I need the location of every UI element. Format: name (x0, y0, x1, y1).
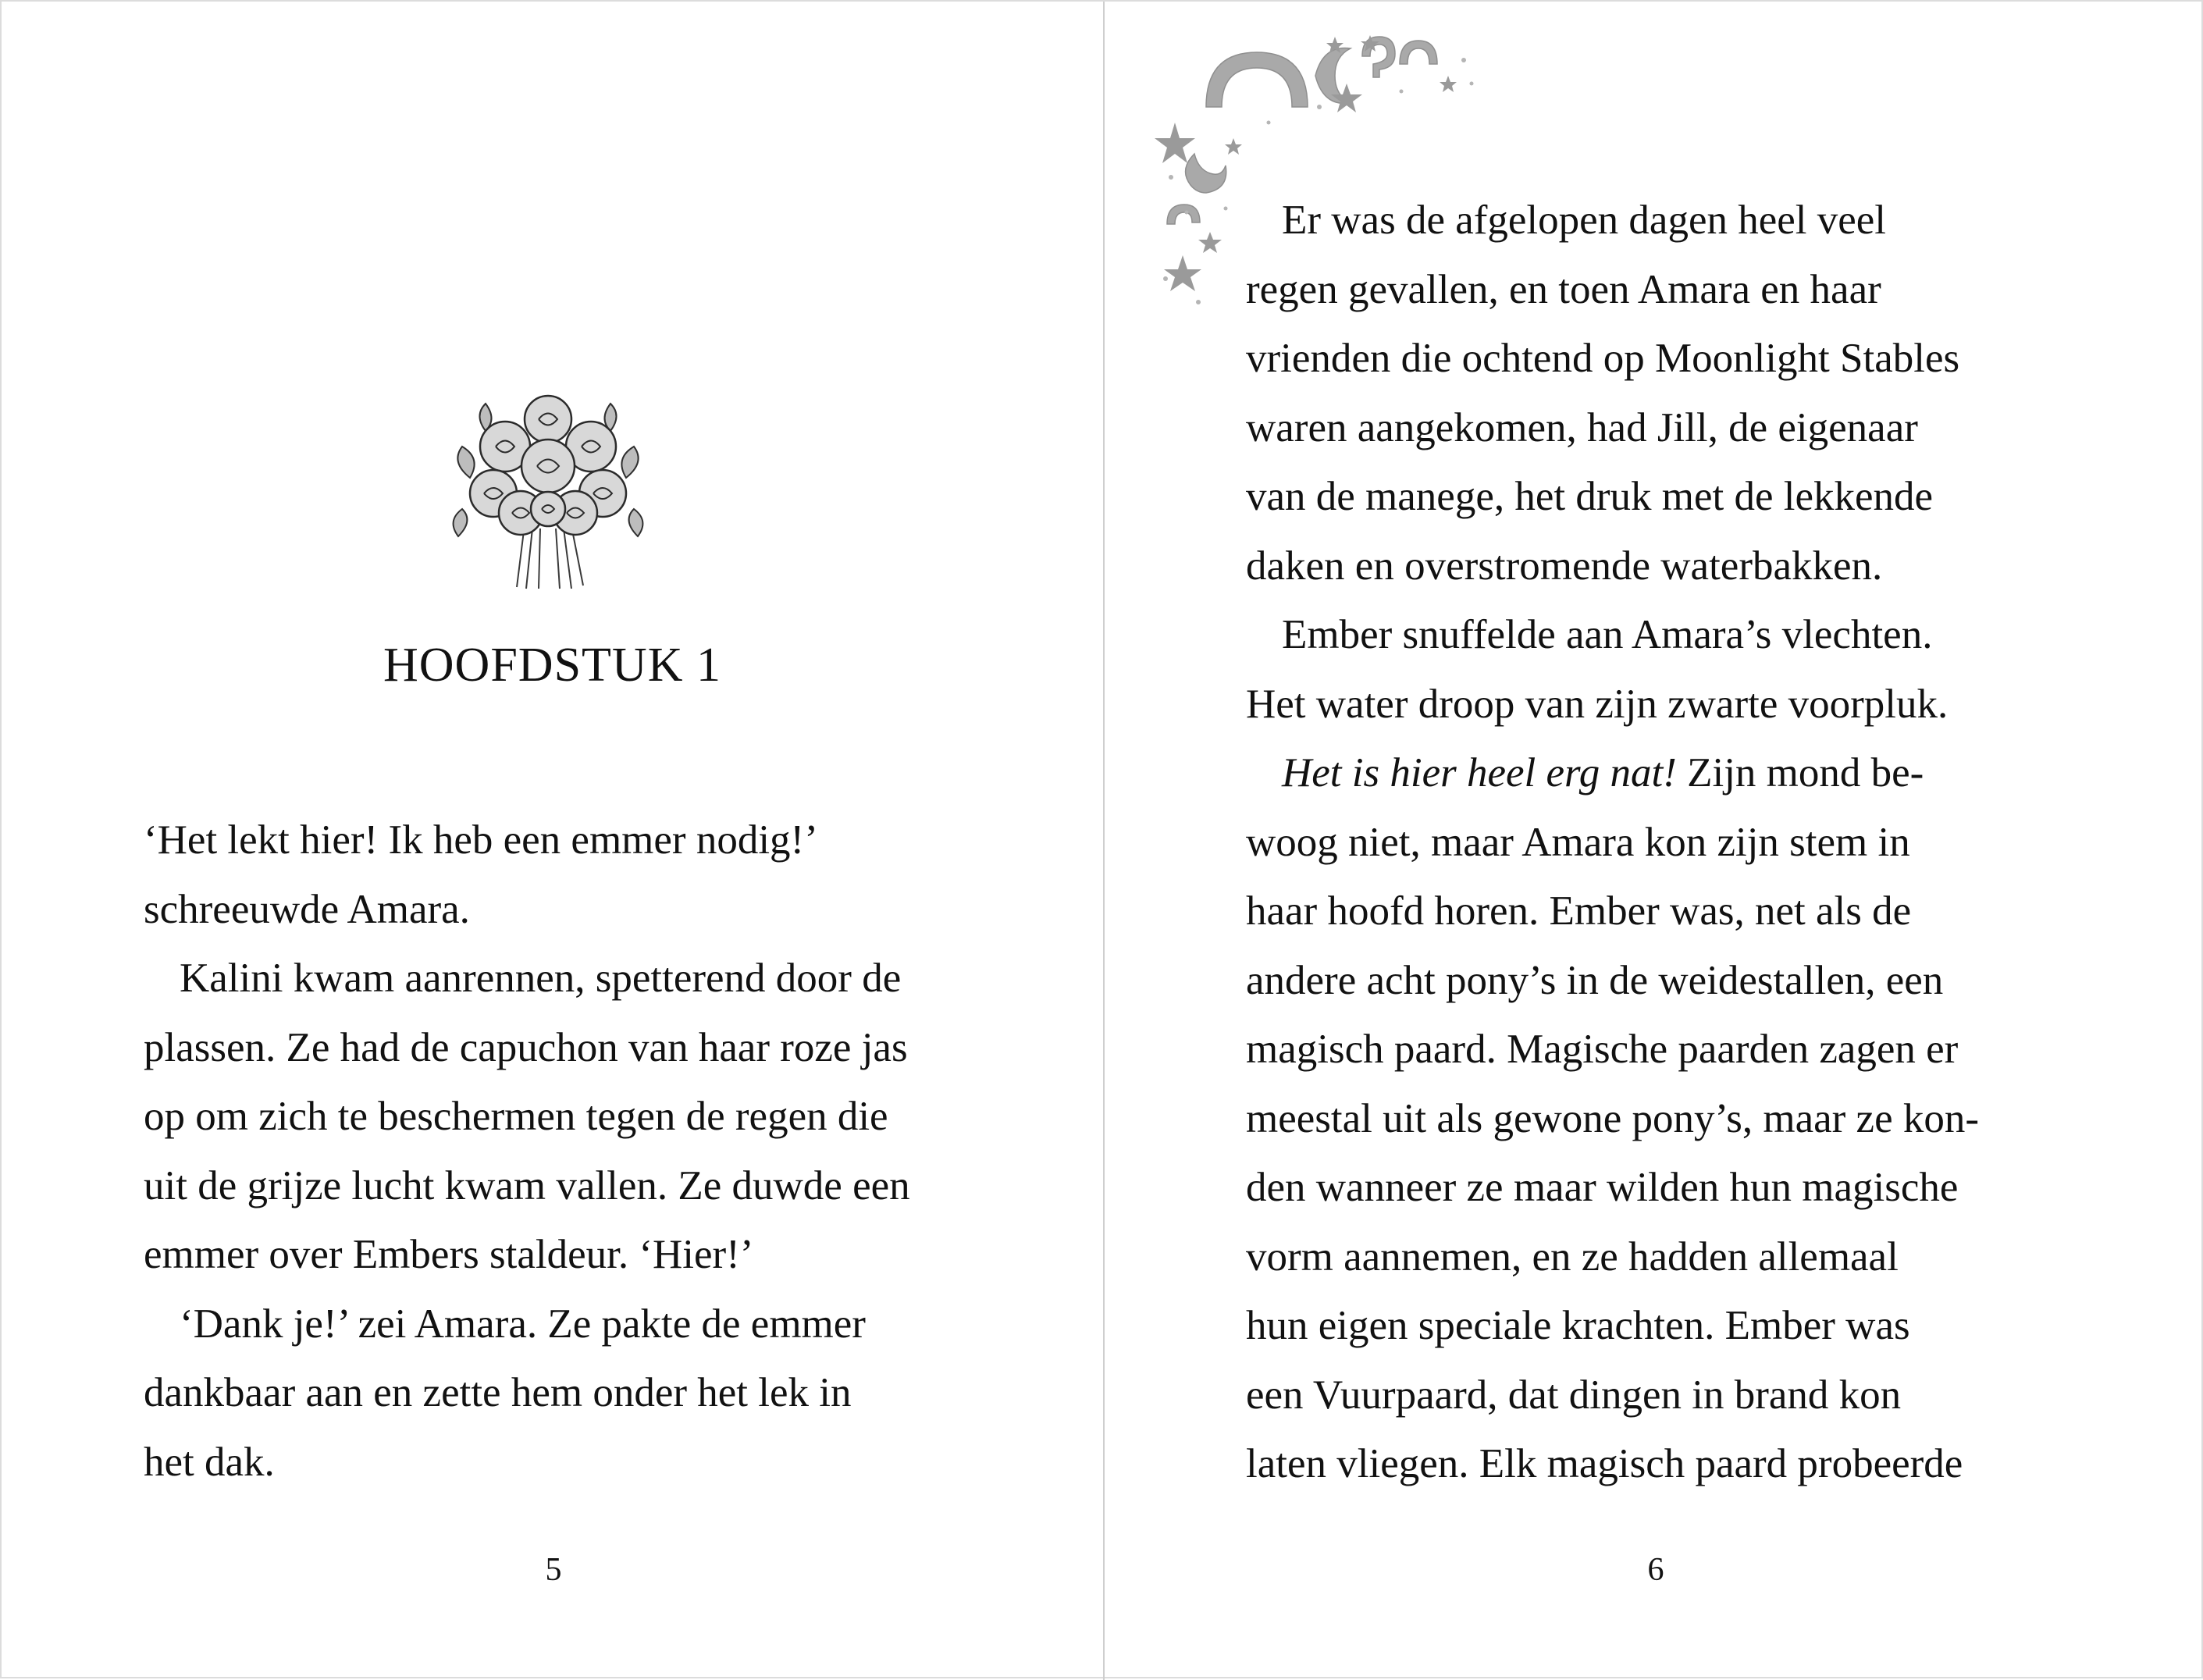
text-line: Kalini kwam aanrennen, spetterend door de (180, 956, 902, 1001)
rose-bouquet-illustration (439, 384, 657, 595)
text-line-mixed (1246, 739, 2089, 808)
text-line: woog niet, maar Amara kon zijn stem in (1246, 819, 1910, 865)
text-line: Er was de afgelopen dagen heel veel (1282, 198, 1887, 243)
text-line: waren aangekomen, had Jill, de eigenaar (1246, 404, 1918, 450)
text-line: dankbaar aan en zette hem onder het lek in (144, 1370, 852, 1415)
text-line: van de manege, het druk met de lekkende (1246, 474, 1934, 519)
text-line: laten vliegen. Elk magisch paard probeerde (1246, 1441, 1963, 1486)
text-line: op om zich te beschermen tegen de regen die (144, 1094, 888, 1139)
text-line: het dak. (144, 1439, 275, 1485)
text-line: regen gevallen, en toen Amara en haar (1246, 266, 1881, 312)
chapter-title: HOOFDSTUK 1 (383, 639, 721, 692)
text-line: ‘Het lekt hier! Ik heb een emmer nodig!’ (144, 817, 818, 863)
text-line: den wanneer ze maar wilden hun magische (1246, 1165, 1959, 1210)
text-line: plassen. Ze had de capuchon van haar roze jas (144, 1024, 908, 1070)
text-line: uit de grijze lucht kwam vallen. Ze duwde een (144, 1162, 910, 1208)
text-line: andere acht pony’s in de weidestallen, een (1246, 957, 1944, 1003)
text-line: magisch paard. Magische paarden zagen er (1246, 1027, 1959, 1072)
italic-thought-text: Het is hier heel erg nat! (1282, 750, 1677, 796)
text-line: haar hoofd horen. Ember was, net als de (1246, 888, 1912, 934)
page-number: 5 (545, 1552, 562, 1588)
text-line: ‘Dank je!’ zei Amara. Ze pakte de emmer (180, 1301, 866, 1347)
left-page-body (144, 806, 1018, 1497)
right-page (1105, 2, 2203, 1680)
page-number: 6 (1647, 1552, 1664, 1588)
text-line: schreeuwde Amara. (144, 886, 470, 932)
text-line: een Vuurpaard, dat dingen in brand kon (1246, 1372, 1902, 1418)
text-line: Ember snuffelde aan Amara’s vlechten. (1282, 612, 1933, 657)
right-page-body (1246, 186, 2089, 1499)
text-line: hun eigen speciale krachten. Ember was (1246, 1303, 1910, 1348)
text-line: Het water droop van zijn zwarte voorpluk. (1246, 681, 1949, 727)
text-line: meestal uit als gewone pony’s, maar ze kon- (1246, 1095, 1979, 1141)
text-line: vorm aannemen, en ze hadden allemaal (1246, 1233, 1899, 1280)
text-line: vrienden die ochtend op Moonlight Stables (1246, 336, 1960, 381)
text-line: emmer over Embers staldeur. ‘Hier!’ (144, 1232, 754, 1277)
left-page (2, 2, 1103, 1680)
text-line-rest: Zijn mond be- (1676, 750, 1924, 796)
text-line: daken en overstromende waterbakken. (1246, 543, 1883, 589)
